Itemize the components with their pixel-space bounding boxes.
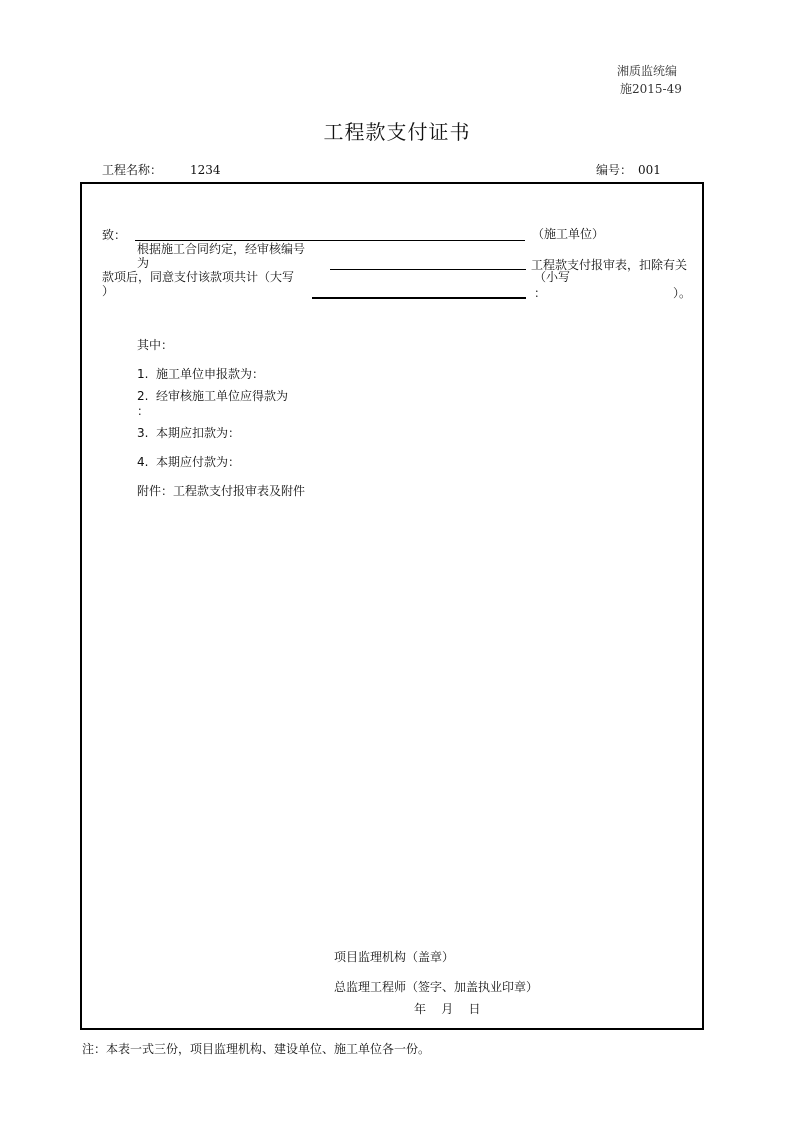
chief-engineer-label: 总监理工程师（签字、加盖执业印章） [334,980,539,994]
item-2-text: 经审核施工单位应得款为 [156,389,289,403]
form-code: 施2015-49 [620,82,682,96]
review-number-field[interactable] [330,269,526,270]
number-label: 编号： [596,163,633,177]
certificate-frame [80,182,704,1030]
to-label: 致： [102,228,127,242]
among-label: 其中： [137,338,174,352]
item-1-number: 1. [137,367,149,381]
item-2-wrap: ： [137,404,150,418]
amount-uppercase-field[interactable] [312,297,526,299]
total-text: 款项后，同意支付该款项共计（大写 [102,270,295,284]
amount-lowercase-label: （小写 [534,270,571,284]
date-label: 年 月 日 [414,1002,481,1016]
item-1-text: 施工单位申报款为： [156,367,265,381]
item-3-number: 3. [137,426,149,440]
to-suffix: （施工单位） [532,227,605,241]
to-recipient-field[interactable] [135,240,525,241]
contract-text-suffix: 工程款支付报审表，扣除有关 [531,258,688,272]
amount-close: ）。 [673,286,692,300]
amount-lowercase-wrap: ： [534,286,547,300]
contract-text-wrap: 为 [137,256,150,270]
item-3-text: 本期应扣款为： [156,426,241,440]
total-text-wrap: ） [102,284,115,298]
project-name-label: 工程名称： [102,163,163,177]
item-4-number: 4. [137,455,149,469]
contract-text: 根据施工合同约定，经审核编号 [137,242,306,256]
page-title: 工程款支付证书 [323,120,471,144]
footer-note: 注：本表一式三份，项目监理机构、建设单位、施工单位各一份。 [82,1042,431,1056]
project-name-value: 1234 [190,163,221,177]
form-publisher: 湘质监统编 [617,64,678,78]
item-4-text: 本期应付款为： [156,455,241,469]
supervision-org-label: 项目监理机构（盖章） [334,950,455,964]
attachment-note: 附件：工程款支付报审表及附件 [137,484,306,498]
item-2-number: 2. [137,389,149,403]
number-value: 001 [638,163,661,177]
